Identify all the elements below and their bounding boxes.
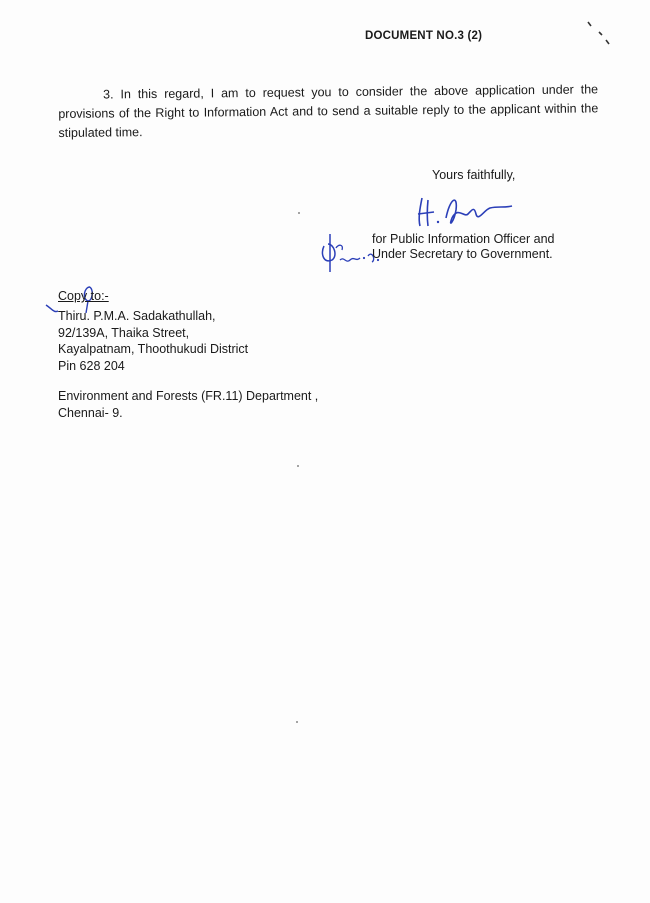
scan-speck: [297, 465, 299, 467]
address-line: Pin 628 204: [58, 358, 125, 373]
closing-salutation: Yours faithfully,: [432, 168, 516, 182]
department-line: Chennai- 9.: [58, 405, 123, 420]
signatory-line-2: Under Secretary to Government.: [372, 247, 553, 261]
body-paragraph: [58, 80, 599, 143]
paragraph-number: 3.: [103, 87, 114, 102]
address-line: Kayalpatnam, Thoothukudi District: [58, 342, 249, 356]
copy-to-heading: Copy to:-: [58, 289, 109, 303]
department-line: Environment and Forests (FR.11) Department ,: [58, 389, 319, 403]
scan-speck: [298, 212, 300, 214]
handwritten-signature: [408, 188, 518, 232]
department-address: [58, 388, 318, 421]
recipient-address: [58, 308, 248, 374]
corner-pen-marks: [585, 18, 615, 50]
address-line: Thiru. P.M.A. Sadakathullah,: [58, 309, 216, 323]
paragraph-text: In this regard, I am to request you to consider the above application under the provisions of the Right to Information Act and to send a suitable reply to the applicant within the stipulated time.: [58, 82, 599, 140]
signatory-line-1: for Public Information Officer and: [372, 232, 555, 246]
address-line: 92/139A, Thaika Street,: [58, 325, 190, 340]
document-number: DOCUMENT NO.3 (2): [365, 30, 483, 42]
scan-speck: [296, 721, 298, 723]
